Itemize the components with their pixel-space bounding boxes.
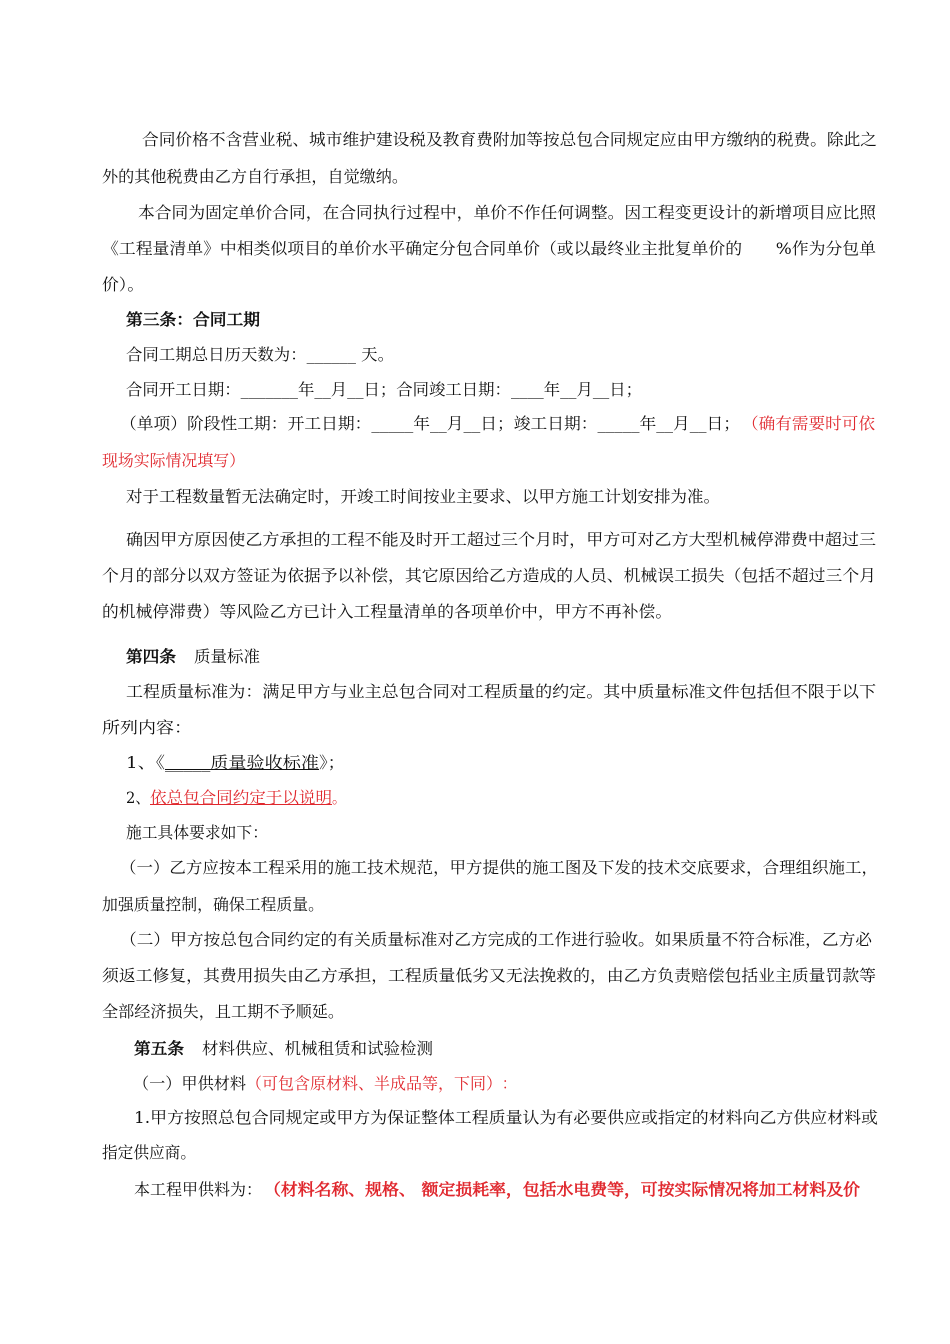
paragraph-line	[102, 167, 408, 187]
text: 全部经济损失，且工期不予顺延。	[102, 1002, 344, 1021]
paragraph-line	[142, 130, 877, 150]
paragraph-line	[102, 566, 876, 586]
paragraph-line	[102, 966, 876, 986]
paragraph-line	[120, 414, 875, 434]
text: 的机械停滞费）等风险乙方已计入工程量清单的各项单价中，甲方不再补偿。	[102, 602, 672, 621]
text: 合同工期总日历天数为：______ 天。	[126, 345, 394, 364]
paragraph-line	[126, 487, 720, 507]
paragraph-line	[102, 275, 144, 295]
paragraph-line	[133, 1074, 516, 1094]
note-text: （可包含原材料、半成品等，下同）	[246, 1074, 502, 1093]
section-heading	[126, 310, 260, 330]
paragraph-line	[102, 1002, 344, 1022]
paragraph-line	[102, 1143, 196, 1163]
list-marker: 1、《	[126, 753, 165, 772]
section-heading	[134, 1039, 433, 1059]
paragraph-line	[120, 930, 872, 950]
paragraph-line	[126, 380, 642, 400]
text: 工程质量标准为：满足甲方与业主总包合同对工程质量的约定。其中质量标准文件包括但不限于以下	[126, 682, 876, 701]
paragraph-line	[102, 602, 672, 622]
text: 1.甲方按照总包合同规定或甲方为保证整体工程质量认为有必要供应或指定的材料向乙方供应材料或	[134, 1108, 878, 1127]
heading-title: 材料供应、机械租赁和试验检测	[202, 1039, 433, 1058]
paragraph-line	[126, 530, 876, 550]
text: 所列内容：	[102, 718, 192, 737]
standard-name-field: _____质量验收标准	[165, 753, 319, 772]
note-text: 。	[332, 788, 346, 807]
text: 确因甲方原因使乙方承担的工程不能及时开工超过三个月时，甲方可对乙方大型机械停滞费中超过三	[126, 530, 876, 549]
paragraph-line	[134, 1108, 878, 1128]
text: 施工具体要求如下：	[126, 823, 268, 842]
text: （单项）阶段性工期：开工日期：_____年__月__日；竣工日期：_____年__月__日；	[120, 414, 740, 433]
text: 合同开工日期：_______年__月__日；合同竣工日期：____年__月__日；	[126, 380, 642, 399]
text: 《工程量清单》中相类似项目的单价水平确定分包合同单价（或以最终业主批复单价的 %作为分包单	[102, 239, 877, 258]
text: 须返工修复，其费用损失由乙方承担，工程质量低劣又无法挽救的，由乙方负责赔偿包括业主质量罚款等	[102, 966, 876, 985]
paragraph-line	[120, 858, 878, 878]
text: 本合同为固定单价合同，在合同执行过程中，单价不作任何调整。因工程变更设计的新增项目应比照	[138, 203, 876, 222]
list-item	[126, 788, 346, 808]
paragraph-line	[126, 823, 268, 843]
list-item	[126, 753, 345, 773]
text: （一）乙方应按本工程采用的施工技术规范，甲方提供的施工图及下发的技术交底要求，合理组织施工，	[120, 858, 878, 877]
text: 对于工程数量暂无法确定时，开竣工时间按业主要求、以甲方施工计划安排为准。	[126, 487, 720, 506]
paragraph-line	[134, 1180, 860, 1200]
paragraph-line	[102, 239, 876, 259]
heading-text: 第三条：合同工期	[126, 310, 260, 329]
text: 》；	[319, 753, 345, 772]
paragraph-line	[126, 345, 394, 365]
note-text: （确有需要时可依	[742, 414, 875, 433]
text: 指定供应商。	[102, 1143, 196, 1162]
note-text: （材料名称、规格、 额定损耗率，包括水电费等，可按实际情况将加工材料及价	[264, 1180, 860, 1199]
note-text: 现场实际情况填写）	[102, 451, 245, 470]
paragraph-line	[102, 895, 324, 915]
text: （二）甲方按总包合同约定的有关质量标准对乙方完成的工作进行验收。如果质量不符合标准，乙方必	[120, 930, 872, 949]
text: 合同价格不含营业税、城市维护建设税及教育费附加等按总包合同规定应由甲方缴纳的税费。除此之	[142, 130, 877, 149]
text: 本工程甲供料为：	[134, 1180, 262, 1199]
heading-number: 第五条	[134, 1039, 184, 1058]
note-text: ：	[502, 1074, 516, 1093]
text: 加强质量控制，确保工程质量。	[102, 895, 324, 914]
list-marker: 2、	[126, 788, 150, 807]
text: （一）甲供材料	[133, 1074, 246, 1093]
heading-number: 第四条	[126, 647, 176, 666]
heading-title: 质量标准	[194, 647, 260, 666]
paragraph-line	[102, 718, 192, 738]
text: 个月的部分以双方签证为依据予以补偿，其它原因给乙方造成的人员、机械误工损失（包括不超过三个月	[102, 566, 876, 585]
text: 外的其他税费由乙方自行承担，自觉缴纳。	[102, 167, 408, 186]
text: 价）。	[102, 275, 144, 294]
paragraph-line	[138, 203, 876, 223]
paragraph-line	[126, 682, 876, 702]
note-line	[102, 451, 245, 471]
note-text: 依总包合同约定于以说明	[150, 788, 332, 807]
section-heading	[126, 647, 260, 667]
